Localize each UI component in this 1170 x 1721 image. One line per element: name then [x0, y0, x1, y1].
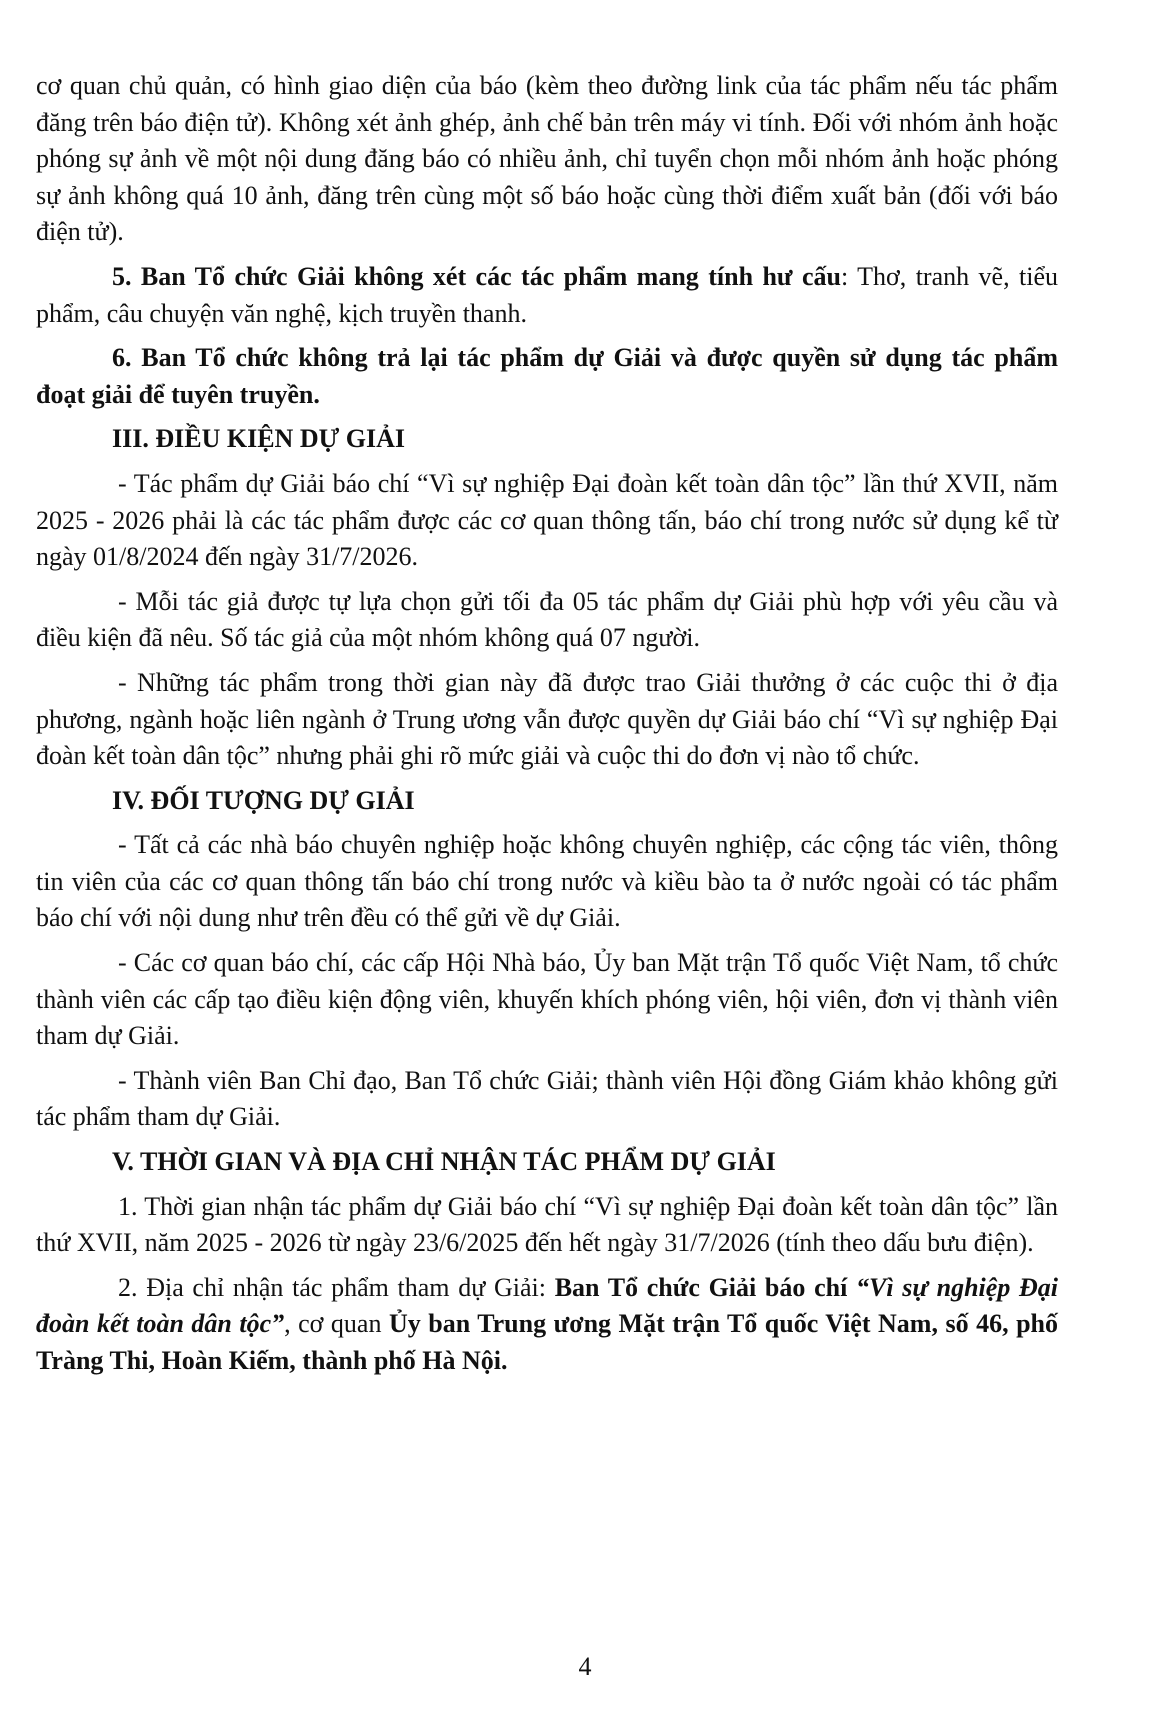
timeline-item-1: 1. Thời gian nhận tác phẩm dự Giải báo chí “Vì sự nghiệp Đại đoàn kết toàn dân tộc” lần thứ XVII, năm 2025 - 2026 từ ngày 23/6/2025 đến hết ngày 31/7/2026 (tính theo dấu bưu điện). — [36, 1191, 1058, 1258]
document-body — [36, 68, 1058, 1380]
address-location: Ủy ban Trung ương Mặt trận Tổ quốc Việt Nam, số 46, phố Tràng Thi, Hoàn Kiếm, thành phố Hà Nội. — [36, 1309, 1058, 1375]
eligibility-item-1: - Tất cả các nhà báo chuyên nghiệp hoặc không chuyên nghiệp, các cộng tác viên, thông tin viên của các cơ quan thông tấn báo chí trong nước và kiều bào ta ở nước ngoài có tác phẩm báo chí với nội dung như trên đều có thể gửi về dự Giải. — [36, 830, 1058, 933]
address-lead: 2. Địa chỉ nhận tác phẩm tham dự Giải: — [118, 1272, 555, 1302]
paragraph-item-6: 6. Ban Tổ chức không trả lại tác phẩm dự Giải và được quyền sử dụng tác phẩm đoạt giải để tuyên truyền. — [36, 343, 1058, 409]
paragraph-photo-rules: cơ quan chủ quản, có hình giao diện của báo (kèm theo đường link của tác phẩm nếu tác phẩm đăng trên báo điện tử). Không xét ảnh ghép, ảnh chế bản trên máy vi tính. Đối với nhóm ảnh hoặc phóng sự ảnh về một nội dung đăng báo có nhiều ảnh, chỉ tuyển chọn mỗi nhóm ảnh hoặc phóng sự ảnh không quá 10 ảnh, đăng trên cùng một số báo hoặc cùng thời điểm xuất bản (đối với báo điện tử). — [36, 71, 1058, 247]
address-connector: , cơ quan — [284, 1309, 389, 1339]
address-item-2 — [36, 1270, 1058, 1380]
condition-item-3: - Những tác phẩm trong thời gian này đã được trao Giải thưởng ở các cuộc thi ở địa phương, ngành hoặc liên ngành ở Trung ương vẫn được quyền dự Giải báo chí “Vì sự nghiệp Đại đoàn kết toàn dân tộc” nhưng phải ghi rõ mức giải và cuộc thi do đơn vị nào tổ chức. — [36, 667, 1058, 771]
address-org: Ban Tổ chức Giải báo chí — [554, 1272, 856, 1302]
eligibility-item-3: - Thành viên Ban Chỉ đạo, Ban Tổ chức Giải; thành viên Hội đồng Giám khảo không gửi tác phẩm tham dự Giải. — [36, 1065, 1058, 1132]
section-heading-v: V. THỜI GIAN VÀ ĐỊA CHỈ NHẬN TÁC PHẨM DỰ GIẢI — [112, 1147, 776, 1177]
condition-item-2: - Mỗi tác giả được tự lựa chọn gửi tối đa 05 tác phẩm dự Giải phù hợp với yêu cầu và điều kiện đã nêu. Số tác giả của một nhóm không quá 07 người. — [36, 586, 1058, 653]
section-heading-iii: III. ĐIỀU KIỆN DỰ GIẢI — [112, 424, 406, 454]
item-5-rest: : Thơ, tranh vẽ, tiểu phẩm, câu chuyện văn nghệ, kịch truyền thanh. — [36, 261, 1058, 328]
page-number: 4 — [578, 1652, 592, 1681]
eligibility-item-2: - Các cơ quan báo chí, các cấp Hội Nhà báo, Ủy ban Mặt trận Tổ quốc Việt Nam, tổ chức thành viên các cấp tạo điều kiện động viên, khuyến khích phóng viên, hội viên, đơn vị thành viên tham dự Giải. — [36, 948, 1058, 1051]
section-heading-iv: IV. ĐỐI TƯỢNG DỰ GIẢI — [112, 785, 415, 815]
paragraph-item-5 — [36, 259, 1058, 332]
award-name-italic: “Vì sự nghiệp Đại đoàn kết toàn dân tộc” — [36, 1272, 1059, 1339]
item-5-bold: 5. Ban Tổ chức Giải không xét các tác phẩm mang tính hư cấu — [112, 261, 841, 291]
condition-item-1: - Tác phẩm dự Giải báo chí “Vì sự nghiệp Đại đoàn kết toàn dân tộc” lần thứ XVII, năm 2025 - 2026 phải là các tác phẩm được các cơ quan thông tấn, báo chí trong nước sử dụng kể từ ngày 01/8/2024 đến ngày 31/7/2026. — [36, 468, 1058, 572]
